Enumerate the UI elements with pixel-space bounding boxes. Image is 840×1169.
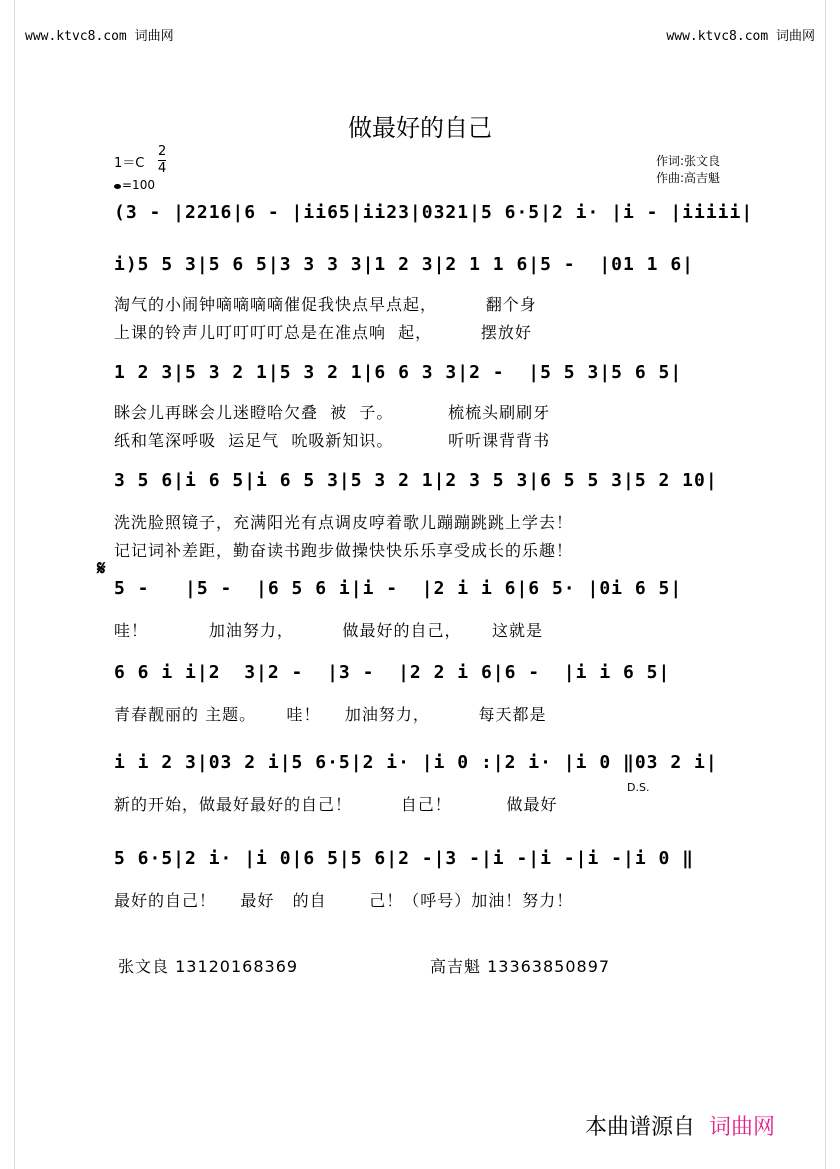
- lyric-line-3: 眯会儿再眯会儿迷瞪哈欠叠 被 子。 梳梳头刷刷牙: [114, 403, 551, 422]
- score-row-4: 3 5 6|i 6 5|i 6 5 3|5 3 2 1|2 3 5 3|6 5 5 3|5 2 10|: [114, 470, 718, 491]
- quarter-note-icon: [114, 184, 121, 189]
- site-label-right: www.ktvc8.com 词曲网: [666, 29, 815, 44]
- score-row-3: 1 2 3|5 3 2 1|5 3 2 1|6 6 3 3|2 - |5 5 3|5 6 5|: [114, 362, 683, 383]
- right-margin-strip: [825, 0, 840, 1169]
- score-row-7: i i 2 3|03 2 i|5 6·5|2 i· |i 0 :|2 i· |i 0 ‖03 2 i|: [114, 752, 718, 773]
- left-margin-strip: [0, 0, 15, 1169]
- lyric-line-9: 新的开始，做最好最好的自己！ 自己！ 做最好: [114, 795, 558, 814]
- score-row-8: 5 6·5|2 i· |i 0|6 5|5 6|2 -|3 -|i -|i -|i -|i 0 ‖: [114, 848, 695, 869]
- time-signature: [158, 144, 166, 177]
- source-footer: [585, 1110, 775, 1141]
- lyric-line-6: 记记词补差距，勤奋读书跑步做操快快乐乐享受成长的乐趣！: [114, 541, 574, 560]
- lyric-line-1: 淘气的小闹钟嘀嘀嘀嘀催促我快点早点起， 翻个身: [114, 295, 537, 314]
- time-top: 2: [158, 144, 167, 159]
- lyric-line-8: 青春靓丽的 主题。 哇！ 加油努力， 每天都是: [114, 705, 547, 724]
- source-label: 本曲谱源自: [585, 1115, 696, 1140]
- composer-contact: 高吉魁 13363850897: [430, 957, 611, 976]
- lyricist-contact: 张文良 13120168369: [118, 957, 299, 976]
- lyric-line-2: 上课的铃声儿叮叮叮叮总是在准点响 起， 摆放好: [114, 323, 532, 342]
- song-title: 做最好的自己: [348, 114, 492, 142]
- segno-sign: 𝄋: [97, 556, 106, 580]
- ds-marking: D.S.: [627, 781, 650, 794]
- site-label-left: www.ktvc8.com 词曲网: [25, 29, 174, 44]
- composer-credit: 作曲:高吉魁: [656, 171, 721, 185]
- source-brand: 词曲网: [709, 1115, 776, 1140]
- lyric-line-10: 最好的自己！ 最好 的自 己！（呼号）加油！努力！: [114, 891, 574, 910]
- key-signature: 1＝C: [114, 156, 145, 171]
- lyric-line-5: 洗洗脸照镜子，充满阳光有点调皮哼着歌儿蹦蹦跳跳上学去！: [114, 513, 574, 532]
- score-row-2: i)5 5 3|5 6 5|3 3 3 3|1 2 3|2 1 1 6|5 - |01 1 6|: [114, 254, 695, 275]
- tempo-value: =100: [122, 178, 155, 192]
- lyric-line-7: 哇！ 加油努力， 做最好的自己， 这就是: [114, 621, 543, 640]
- time-bottom: 4: [158, 161, 167, 176]
- score-row-5: 5 - |5 - |6 5 6 i|i - |2 i i 6|6 5· |0i 6 5|: [114, 578, 683, 599]
- lyric-line-4: 纸和笔深呼吸 运足气 吮吸新知识。 听听课背背书: [114, 431, 551, 450]
- score-row-1: (3 - |2216|6 - |ii65|ii23|0321|5 6·5|2 i· |i - |iiiii|: [114, 202, 754, 223]
- tempo-marking: [114, 178, 155, 192]
- lyricist-credit: 作词:张文良: [656, 154, 721, 168]
- score-row-6: 6 6 i i|2 3|2 - |3 - |2 2 i 6|6 - |i i 6 5|: [114, 662, 671, 683]
